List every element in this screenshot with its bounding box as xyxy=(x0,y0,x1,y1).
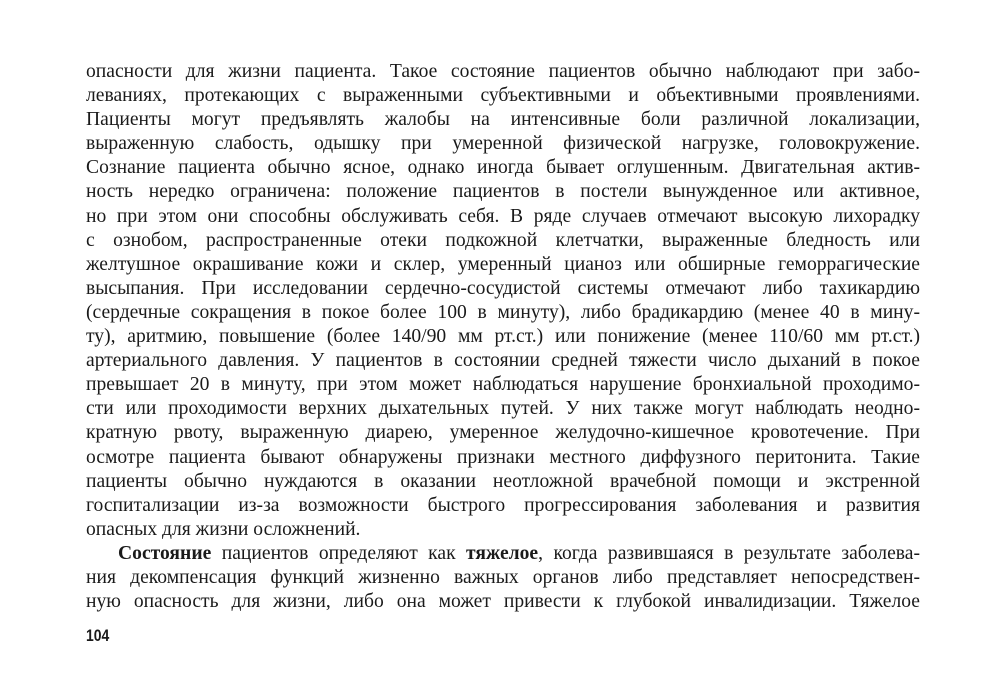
text-line: но при этом они способны обслуживать себя. В ряде случаев отмечают высокую лихорадку xyxy=(86,205,920,227)
text-line: сти или проходимости верхних дыхательных путей. У них также могут наблюдать неодно- xyxy=(86,398,920,420)
text-line: кратную рвоту, выраженную диарею, умеренное желудочно-кишечное кровотечение. При xyxy=(86,422,920,444)
text-line: артериального давления. У пациентов в состоянии средней тяжести число дыханий в покое xyxy=(86,350,920,372)
text-line: Сознание пациента обычно ясное, однако иногда бывает оглушенным. Двигательная актив- xyxy=(86,157,920,179)
text-line: с ознобом, распространенные отеки подкожной клетчатки, выраженные бледность или xyxy=(86,229,920,251)
text-line: выраженную слабость, одышку при умеренной физической нагрузке, головокружение. xyxy=(86,133,920,155)
text-line: опасных для жизни осложнений. xyxy=(86,518,361,540)
paragraph-2 xyxy=(86,542,920,614)
bold-term: Состояние xyxy=(118,542,212,564)
bold-term: тяжелое xyxy=(466,542,539,564)
text-line: ту), аритмию, повышение (более 140/90 мм рт.ст.) или понижение (менее 110/60 мм рт.ст.) xyxy=(86,326,920,348)
body-text xyxy=(86,60,920,614)
text-line: госпитализации из-за возможности быстрого прогрессирования заболевания и развития xyxy=(86,494,920,516)
text-line: опасности для жизни пациента. Такое состояние пациентов обычно наблюдают при забо- xyxy=(86,61,920,82)
text-span: , когда развившаяся в результате заболева- xyxy=(538,542,921,564)
text-line: желтушное окрашивание кожи и склер, умеренный цианоз или обширные геморрагические xyxy=(86,253,920,275)
text-line: ность нередко ограничена: положение пациентов в постели вынужденное или активное, xyxy=(86,181,920,203)
text-line: превышает 20 в минуту, при этом может наблюдаться нарушение бронхиальной проходимо- xyxy=(86,374,920,396)
text-line: Пациенты могут предъявлять жалобы на интенсивные боли различной локализации, xyxy=(86,109,920,131)
text-line: высыпания. При исследовании сердечно-сосудистой системы отмечают либо тахикардию xyxy=(86,277,920,299)
text-line: осмотре пациента бывают обнаружены признаки местного диффузного перитонита. Такие xyxy=(86,446,920,468)
text-line xyxy=(86,542,920,566)
text-line: (сердечные сокращения в покое более 100 в минуту), либо брадикардию (менее 40 в мину- xyxy=(86,301,920,323)
paragraph-1 xyxy=(86,60,920,542)
page-number: 104 xyxy=(86,626,110,645)
text-line: ную опасность для жизни, либо она может привести к глубокой инвалидизации. Тяжелое xyxy=(86,591,920,613)
text-line: ния декомпенсация функций жизненно важных органов либо представляет непосредствен- xyxy=(86,566,920,588)
text-span: пациентов определяют как xyxy=(211,542,467,564)
text-line: пациенты обычно нуждаются в оказании неотложной врачебной помощи и экстренной xyxy=(86,470,920,492)
text-line: леваниях, протекающих с выраженными субъективными и объективными проявлениями. xyxy=(86,85,920,107)
